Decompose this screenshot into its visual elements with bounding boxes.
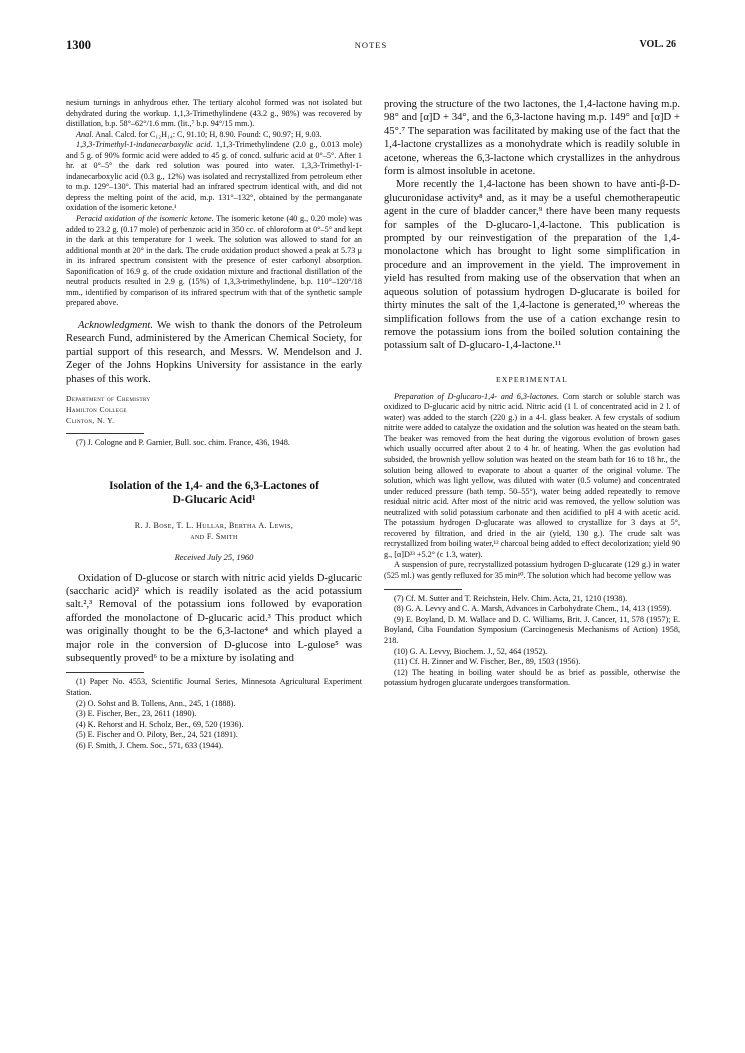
acknowledgment-text: We wish to thank the donors of the Petroleum Research Fund, administered by the American Chemical Society, for partial support of this research, and Messrs. W. Mendelson and J. Zeger of the Johns Hopkins University for assistance in the early phases of this work. (66, 319, 362, 385)
affiliation-line: Department of Chemistry (66, 393, 151, 403)
authors-line: and F. Smith (190, 531, 238, 541)
section-heading-experimental: EXPERIMENTAL (495, 374, 568, 384)
preparation-heading: Preparation of D-glucaro-1,4- and 6,3-lactones. (394, 391, 560, 401)
left-column (66, 98, 362, 752)
paragraph-intro: Oxidation of D-glucose or starch with nitric acid yields D-glucaric (saccharic acid)² which is readily isolated as the acid potassium salt.²,³ Removal of the potassium ions followed by evaporation afforded the monolactone of D-glucaric acid.³ This product which was originally thought to be the 6,3-lactone⁴ and which played a major role in the conversion of D-glucose into L-gulose⁵ was subsequently proved⁶ to be a mixture by isolating and (66, 572, 362, 664)
authors-line: R. J. Bose, T. L. Hullar, Bertha A. Lewis, (134, 520, 294, 530)
peracid-heading: Peracid oxidation of the isomeric ketone. (76, 214, 214, 224)
footnote: (12) The heating in boiling water should be as brief as possible, otherwise the potassium hydrogen glucarate undergoes transformation. (384, 667, 680, 688)
article-title-line: Isolation of the 1,4- and the 6,3-Lactones of (109, 479, 319, 492)
footnote: (4) K. Rehorst and H. Scholz, Ber., 69, 520 (1936). (76, 719, 244, 729)
footnote: (5) E. Fischer and O. Piloty, Ber., 24, 521 (1891). (76, 730, 238, 740)
preparation-text: Corn starch or soluble starch was oxidized to D-glucaric acid by nitric acid. Nitric acid (1 l. of concentrated acid in 2 l. of water) was added to the starch (220 g.) in a 4-l. glass beaker. A few crystals of sodium nitrite were added to catalyze the oxidation and the solution was heated on the steam bath. The beaker was removed from the heat during the vigorous evolution of brown gases which usually occurred after about 2 to 4 hr. of heating. When the gas evolution had subsided, the brownish yellow solution was heated on the steam bath for 16 to 18 hr., the solution being allowed to evaporate to about a quarter of the original volume. The solution, which was light yellow, was diluted with water (0.5 volume) and concentrated under reduced pressure (bath temp. 50–55°), water being added repeatedly to remove residual nitric acid. After most of the nitric acid was removed, the yellow solution was neutralized with solid potassium carbonate and then acidified to pH 4 with acetic acid. The potassium hydrogen D-glucarate was allowed to crystallize for 3 days at 5°, recovered by filtration, and dried in the air (yield, 130 g.). The crude salt was recrystallized from boiling water,¹² charcoal being added to effect decolorization; yield 90 g., [α]D²³ +5.2° (c 1.3, water). (384, 391, 680, 559)
affiliation (66, 393, 362, 426)
footnote: (2) O. Sohst and B. Tollens, Ann., 245, 1 (1888). (76, 698, 236, 708)
affiliation-line: Clinton, N. Y. (66, 415, 115, 425)
paragraph-analysis: Anal. Anal. Calcd. for C₁₂H₁₄: C, 91.10; H, 8.90. Found: C, 90.97; H, 9.03. (76, 129, 322, 139)
footnote: (7) J. Cologne and P. Garnier, Bull. soc. chim. France, 436, 1948. (76, 437, 290, 447)
paragraph-continued: proving the structure of the two lactones, the 1,4-lactone having m.p. 98° and [α]D + 34°, and the 6,3-lactone having m.p. 149° and [α]D + 45°.⁷ The separation was facilitated by making use of the fact that the 1,4-lactone crystallizes as a monohydrate which is readily soluble in acetone, whereas the 6,3-lactone which crystallizes in the anhydrous form is almost insoluble in acetone. (384, 99, 680, 178)
footnote: (1) Paper No. 4553, Scientific Journal Series, Minnesota Agricultural Experiment Station. (66, 677, 362, 697)
acid-text: 1,1,3-Trimethylindene (2.0 g., 0.013 mole) and 5 g. of 90% formic acid were added to 45 g. of concd. sulfuric acid at 0°–5°. After 1 hr. at 0°–5° the dark red solution was poured into water. 1,3,3-Trimethyl-1-indanecarboxylic acid (0.3 g., 12%) was isolated and recrystallized from petroleum ether to m.p. 129°–130°. This material had an infrared spectrum identical with, and did not depress the melting point of the acid, m.p. 131°–132°, obtained by the permanganate oxidation of the isomeric ketone.¹ (66, 140, 362, 213)
footnote: (9) E. Boyland, D. M. Wallace and D. C. Williams, Brit. J. Cancer, 11, 578 (1957); E. Boyland, Ciba Foundation Symposium (Carcinogenesis Mechanisms of Action) 1958, 218. (384, 614, 680, 645)
footnote: (6) F. Smith, J. Chem. Soc., 571, 633 (1944). (76, 740, 224, 750)
acknowledgment-heading: Acknowledgment. (78, 319, 154, 331)
footnote-rule (66, 433, 144, 434)
acknowledgment (66, 319, 362, 386)
authors (66, 520, 362, 542)
footnote-rule (384, 589, 462, 590)
footnote-rule (66, 672, 144, 673)
article-title (66, 479, 362, 508)
paragraph-preparation (384, 392, 680, 561)
volume-label: VOL. 26 (639, 39, 676, 50)
analysis-text: Anal. Calcd. for C₁₂H₁₄: C, 91.10; H, 8.90. Found: C, 90.97; H, 9.03. (95, 129, 322, 139)
footnote: (10) G. A. Levvy, Biochem. J., 52, 464 (1952). (394, 646, 548, 656)
paragraph-background: More recently the 1,4-lactone has been shown to have anti-β-D-glucuronidase activity⁸ and, as it may be a useful chemotherapeutic agent in the cure of bladder cancer,⁹ there have been many requests for samples of the D-glucaro-1,4-lactone. This publication is prompted by our reinvestigation of the preparation of the 1,4-monolactone which has brought to light some simplification in procedure and an improvement in the yield. The improvement in yield has resulted from making use of the observation that when an aqueous solution of potassium hydrogen D-glucarate is boiled for thirty minutes the salt of the 1,4-lactone is generated,¹⁰ whereas the simplification follows from the use of a cation exchange resin to remove the potassium ions from the boiled solution containing the potassium salt of D-glucaro-1,4-lactone.¹¹ (384, 179, 680, 352)
footnote: (8) G. A. Levvy and C. A. Marsh, Advances in Carbohydrate Chem., 14, 413 (1959). (394, 604, 672, 614)
section-name: NOTES (354, 40, 388, 50)
paragraph-suspension: A suspension of pure, recrystallized potassium hydrogen D-glucarate (129 g.) in water (525 ml.) was gently refluxed for 35 min¹⁰. The solution which had become yellow was (384, 560, 680, 581)
footnote: (3) E. Fischer, Ber., 23, 2611 (1890). (76, 709, 197, 719)
paragraph-continued: nesium turnings in anhydrous ether. The tertiary alcohol formed was not isolated but dehydrated during the workup. 1,1,3-Trimethylindene (43.2 g., 98%) was recovered by distillation, b.p. 58°–62°/1.6 mm. (lit.,⁷ b.p. 94°/15 mm.). (66, 98, 362, 129)
footnote: (7) Cf. M. Sutter and T. Reichstein, Helv. Chim. Acta, 21, 1210 (1938). (394, 593, 628, 603)
paragraph-peracid (66, 214, 362, 309)
page-number: 1300 (66, 38, 91, 52)
article-title-line: D-Glucaric Acid¹ (172, 494, 256, 507)
running-header (66, 38, 676, 60)
footnote: (11) Cf. H. Zinner and W. Fischer, Ber., 89, 1503 (1956). (394, 657, 581, 667)
received-date: Received July 25, 1960 (174, 551, 254, 562)
affiliation-line: Hamilton College (66, 404, 127, 414)
acid-heading: 1,3,3-Trimethyl-1-indanecarboxylic acid. (76, 140, 213, 150)
paragraph-acid (66, 140, 362, 214)
peracid-text: The isomeric ketone (40 g., 0.20 mole) was added to 23.2 g. (0.17 mole) of perbenzoic acid in 350 cc. of chloroform at 0°–5° and kept in the dark at this temperature for 1 week. The solution was allowed to stand for an additional month at 20° in the dark. The crude oxidation product showed a peak at 5.73 μ in its infrared spectrum consistent with the presence of ester carbonyl absorption. Saponification of 16.9 g. of the crude oxidation mixture and fractional distillation of the neutral products resulted in 2.9 g. (15%) of 1,3,3-trimethylindene, b.p. 110°–120°/18 mm., identified by comparison of its infrared spectrum with that of the synthetic sample prepared above. (66, 214, 362, 308)
right-column (384, 98, 680, 689)
